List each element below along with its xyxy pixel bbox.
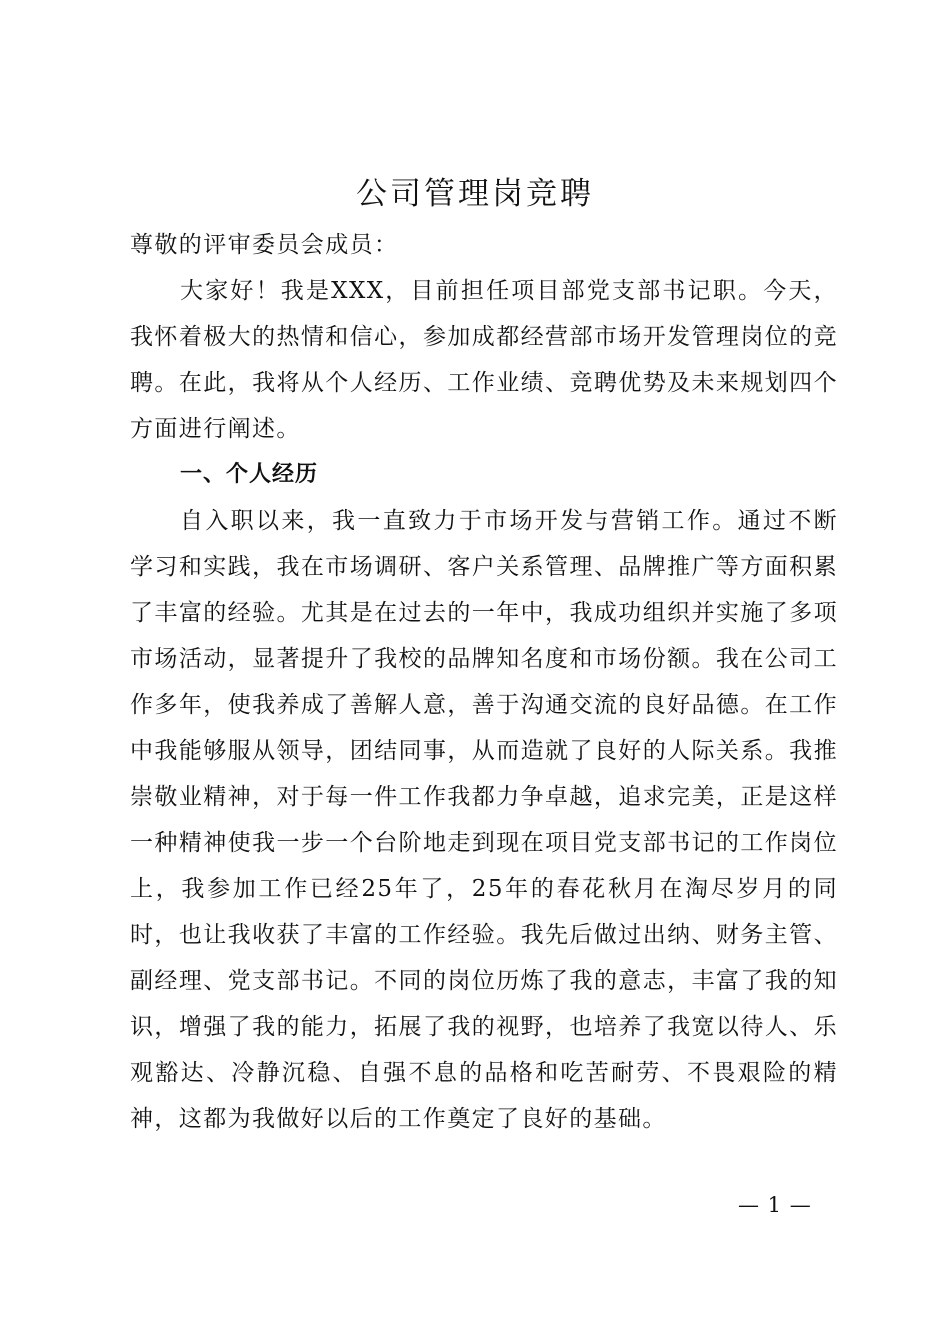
- greeting-line: 尊敬的评审委员会成员：: [130, 232, 399, 258]
- intro-paragraph: 大家好！我是XXX，目前担任项目部党支部书记职。今天，我怀着极大的热情和信心，参加成都经营部市场开发管理岗位的竞聘。在此，我将从个人经历、工作业绩、竞聘优势及未来规划四个方面进行阐述。: [130, 278, 838, 442]
- section-paragraph-personal-experience: 自入职以来，我一直致力于市场开发与营销工作。通过不断学习和实践，我在市场调研、客户关系管理、品牌推广等方面积累了丰富的经验。尤其是在过去的一年中，我成功组织并实施了多项市场活动，显著提升了我校的品牌知名度和市场份额。我在公司工作多年，使我养成了善解人意，善于沟通交流的良好品德。在工作中我能够服从领导，团结同事，从而造就了良好的人际关系。我推崇敬业精神，对于每一件工作我都力争卓越，追求完美，正是这样一种精神使我一步一个台阶地走到现在项目党支部书记的工作岗位上，我参加工作已经25年了，25年的春花秋月在淘尽岁月的同时，也让我收获了丰富的工作经验。我先后做过出纳、财务主管、副经理、党支部书记。不同的岗位历炼了我的意志，丰富了我的知识，增强了我的能力，拓展了我的视野，也培养了我宽以待人、乐观豁达、冷静沉稳、自强不息的品格和吃苦耐劳、不畏艰险的精神，这都为我做好以后的工作奠定了良好的基础。: [130, 508, 838, 1132]
- document-body: [130, 222, 838, 1142]
- document-title: 公司管理岗竞聘: [356, 176, 594, 212]
- page-number: — 1 —: [738, 1193, 812, 1217]
- section-heading-personal-experience: 一、个人经历: [180, 462, 319, 487]
